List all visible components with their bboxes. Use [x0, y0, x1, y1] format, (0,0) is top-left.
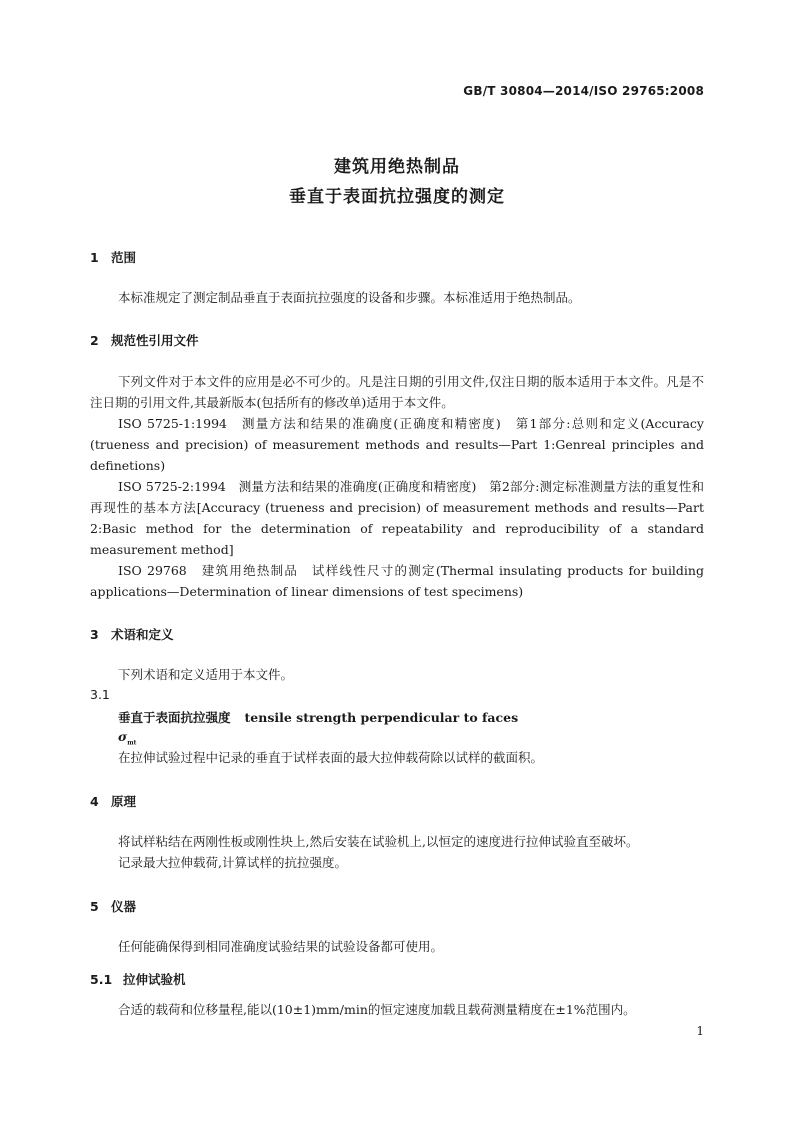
section-4-paragraph-1: 将试样粘结在两刚性板或刚性块上,然后安装在试验机上,以恒定的速度进行拉伸试验直至破坏。: [118, 834, 639, 849]
term-chinese: 垂直于表面抗拉强度: [118, 710, 231, 725]
subsection-3-1-number: 3.1: [90, 687, 110, 702]
section-5-paragraph: 任何能确保得到相同准确度试验结果的试验设备都可使用。: [118, 939, 444, 954]
symbol-subscript: mt: [127, 739, 137, 747]
page-number: 1: [696, 1024, 704, 1038]
section-number: 5.1: [90, 972, 113, 987]
section-title: 仪器: [111, 899, 137, 914]
term-definition: 在拉伸试验过程中记录的垂直于试样表面的最大拉伸载荷除以试样的截面积。: [118, 750, 544, 765]
section-number: 3: [90, 627, 99, 642]
document-title-line2: 垂直于表面抗拉强度的测定: [289, 187, 505, 207]
symbol-sigma: σ: [118, 729, 128, 744]
term-symbol: [118, 729, 136, 747]
section-title: 术语和定义: [111, 627, 174, 642]
section-title: 规范性引用文件: [111, 333, 199, 348]
section-3-paragraph: 下列术语和定义适用于本文件。: [118, 667, 294, 682]
section-title: 范围: [111, 250, 137, 265]
normative-reference-2: ISO 5725-2:1994 测量方法和结果的准确度(正确度和精密度) 第2部分:测定标准测量方法的重复性和再现性的基本方法[Accuracy (trueness and precision) of measurement methods and results—Part 2:Basic method for the determination of repeatability and reproducibility of a standard measurement method]: [90, 479, 704, 557]
section-2-heading: [90, 331, 199, 349]
section-2-paragraph: 下列文件对于本文件的应用是必不可少的。凡是注日期的引用文件,仅注日期的版本适用于本文件。凡是不注日期的引用文件,其最新版本(包括所有的修改单)适用于本文件。: [90, 374, 704, 410]
normative-reference-1: ISO 5725-1:1994 测量方法和结果的准确度(正确度和精密度) 第1部分:总则和定义(Accuracy (trueness and precision) of measurement methods and results—Part 1:Genreal principles and definetions): [90, 416, 704, 473]
normative-reference-3: ISO 29768 建筑用绝热制品 试样线性尺寸的测定(Thermal insulating products for building applications—Determination of linear dimensions of test specimens): [90, 563, 704, 599]
section-1-heading: [90, 248, 136, 266]
section-3-heading: [90, 625, 174, 643]
section-title: 原理: [111, 794, 137, 809]
section-5-heading: [90, 897, 136, 915]
section-4-paragraph-2: 记录最大拉伸载荷,计算试样的抗拉强度。: [118, 855, 347, 870]
section-4-heading: [90, 792, 136, 810]
section-number: 5: [90, 899, 99, 914]
section-title: 拉伸试验机: [123, 972, 186, 987]
term-entry: [118, 708, 518, 726]
section-5-1-heading: [90, 970, 186, 988]
section-number: 2: [90, 333, 99, 348]
section-5-1-paragraph: 合适的载荷和位移量程,能以(10±1)mm/min的恒定速度加载且载荷测量精度在±1%范围内。: [118, 1002, 636, 1017]
term-english: tensile strength perpendicular to faces: [244, 710, 519, 725]
document-title-line1: 建筑用绝热制品: [334, 157, 460, 177]
section-1-paragraph: 本标准规定了测定制品垂直于表面抗拉强度的设备和步骤。本标准适用于绝热制品。: [118, 290, 581, 305]
section-number: 1: [90, 250, 99, 265]
section-number: 4: [90, 794, 99, 809]
standard-number: GB/T 30804—2014/ISO 29765:2008: [463, 84, 704, 98]
